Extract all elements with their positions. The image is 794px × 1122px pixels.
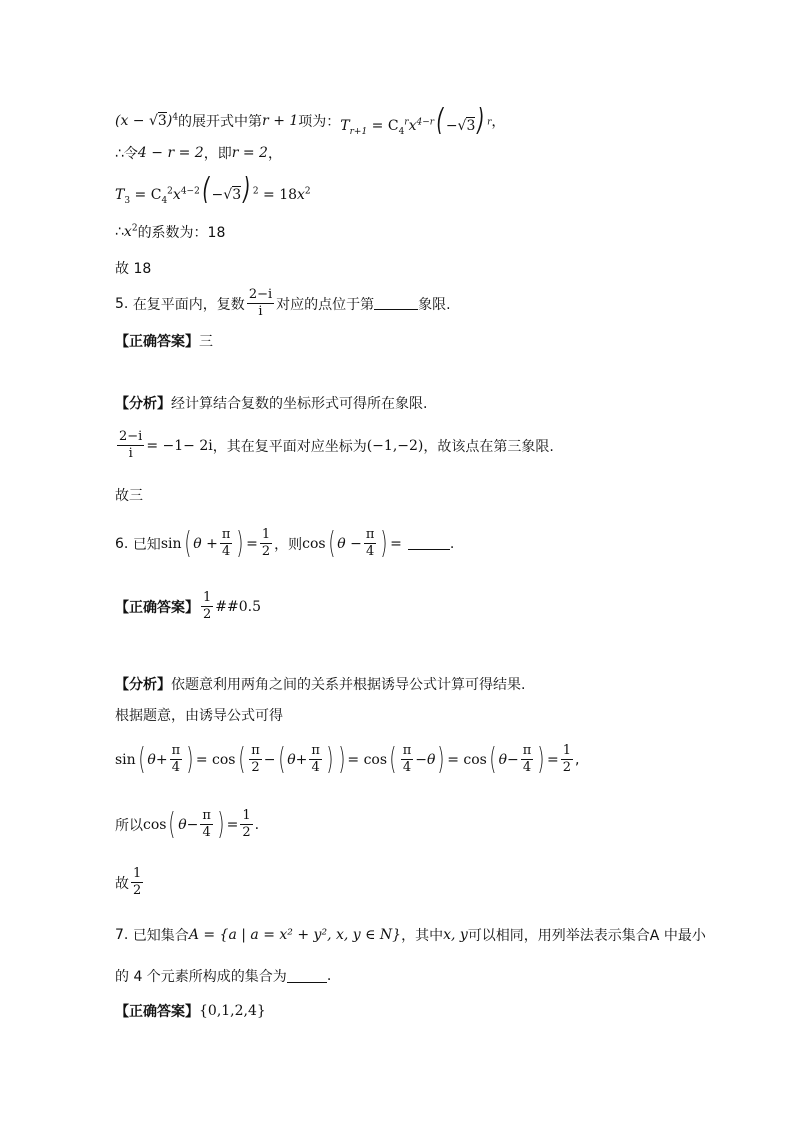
q7-line2-text: 的 4 个元素所构成的集合为 — [115, 969, 287, 985]
analysis-text: 经计算结合复数的坐标形式可得所在象限. — [171, 396, 428, 412]
answer-18-line — [115, 258, 151, 278]
q6-conclusion: 故 $\frac{1}{2}$ — [115, 866, 142, 898]
q5-text-before: 在复平面内，复数 — [132, 296, 245, 313]
q5-conclusion — [115, 485, 143, 505]
sep-text: ，即 — [203, 146, 232, 162]
q5-text-end: 象限. — [418, 296, 451, 313]
binom-end-punct: ， — [491, 114, 506, 130]
conclusion-prefix: 故 — [115, 875, 129, 892]
question-6: 6. 已知 sin ( θ + $\frac{\pi}{4}$ ) = $\frac{1}{2}$ ，则 cos ( θ − $\frac{\pi}{4}$ ) = . — [115, 525, 455, 561]
complex-fraction: $\frac{2-i}{i}$ — [119, 429, 143, 461]
conclusion-text: 故三 — [115, 488, 143, 504]
q5-text-after: 对应的点位于第 — [276, 296, 375, 313]
answer-label: 【正确答案】 — [115, 1004, 199, 1020]
q6-analysis-line — [115, 674, 525, 694]
question-7 — [115, 925, 706, 945]
q7-answer-line — [115, 1001, 266, 1021]
equation-4-minus-r: 4 − r = 2 — [137, 145, 204, 161]
variables: x, y — [443, 927, 468, 943]
end-punct: ， — [267, 146, 282, 162]
q6-text-before: 已知 — [132, 536, 161, 553]
answer-value: 三 — [199, 334, 213, 350]
solution-mid-text: ，其在复平面对应坐标为 — [212, 438, 367, 455]
answer-alt: ##0.5 — [215, 598, 262, 615]
q6-answer-line — [115, 590, 261, 623]
answer-label: 【正确答案】 — [115, 599, 199, 616]
set-definition: A = {a | a = x² + y², x, y ∈ N} — [188, 927, 402, 943]
binom-lead-text: 的展开式中第 — [178, 114, 263, 130]
q6-sep: ，则 — [274, 536, 303, 553]
x-squared: $x^2$ — [123, 223, 138, 240]
solve-r-line — [115, 143, 282, 163]
angle-expression: θ + — [193, 535, 218, 552]
sin-function: sin — [160, 535, 182, 552]
result-prefix: 所以 — [115, 817, 143, 834]
question-number: 6. — [115, 535, 129, 552]
coordinate: (−1,−2) — [366, 437, 424, 454]
binom-mid-text: 项为： — [298, 114, 341, 130]
therefore-let: ∴令 — [115, 146, 138, 162]
answer-18: 故 18 — [115, 261, 152, 277]
question-7-line2: 的 4 个元素所构成的集合为 . — [115, 968, 332, 985]
binomial-term-line — [115, 103, 506, 138]
q7-text-after: 可以相同，用列举法表示集合A 中最小 — [467, 928, 706, 944]
question-5 — [115, 287, 451, 320]
fraction-result: = −1− 2i — [146, 437, 213, 454]
answer-blank — [408, 537, 450, 550]
q6-basis-line — [115, 705, 283, 725]
question-number: 7. — [115, 927, 129, 943]
binomial-expression: $(x - √3)^4$ — [115, 112, 179, 129]
q5-analysis-line — [115, 393, 427, 413]
answer-label: 【正确答案】 — [115, 334, 199, 350]
answer-blank — [287, 970, 327, 983]
t3-formula: $T_3 = C_4^2x^{4-2}( -√3) ^2 = 18x^2$ — [115, 172, 311, 207]
complex-fraction: $\frac{2-i}{i}$ — [248, 287, 273, 319]
t3-formula-line — [115, 172, 311, 207]
analysis-label: 【分析】 — [115, 396, 171, 412]
analysis-text: 依题意利用两角之间的关系并根据诱导公式计算可得结果. — [171, 677, 526, 693]
coefficient-text: 的系数为：18 — [137, 225, 226, 241]
equation-r: r = 2 — [231, 145, 268, 161]
basis-text: 根据题意，由诱导公式可得 — [115, 708, 283, 724]
general-term-formula: $T_{r+1} = C_4^rx^{4-r}( -√3)$ $^r$ — [340, 103, 492, 138]
answer-value: {0,1,2,4} — [199, 1003, 266, 1019]
analysis-label: 【分析】 — [115, 677, 171, 693]
q5-solution-line — [115, 429, 554, 462]
therefore-symbol: ∴ — [115, 224, 124, 240]
answer-blank — [374, 297, 418, 310]
cos-function: cos — [302, 535, 326, 552]
q7-text-mid: ，其中 — [401, 928, 444, 944]
question-number: 5. — [115, 295, 129, 312]
angle-expression: θ − — [337, 535, 362, 552]
term-index: r + 1 — [262, 113, 299, 129]
q6-result-line: 所以 cos ( θ − $\frac{\pi}{4}$ ) = $\frac{1}{2}$ . — [115, 806, 260, 842]
answer-fraction: $\frac{1}{2}$ — [203, 590, 212, 622]
q6-derivation-chain: sin ( θ + $\frac{\pi}{4}$ ) = cos ( $\frac{\pi}{2}$ − ( θ + $\frac{\pi}{4}$ ) ) = cos ( $\frac{\pi}{4}$ − θ ) = cos ( θ − $\frac{\pi}{4}$ ) = $\frac{1}{2}$ , — [115, 741, 580, 777]
solution-end-text: ，故该点在第三象限. — [423, 438, 554, 455]
q5-answer-line — [115, 331, 213, 351]
q7-text-before: 已知集合 — [132, 928, 189, 944]
coefficient-line — [115, 222, 225, 242]
